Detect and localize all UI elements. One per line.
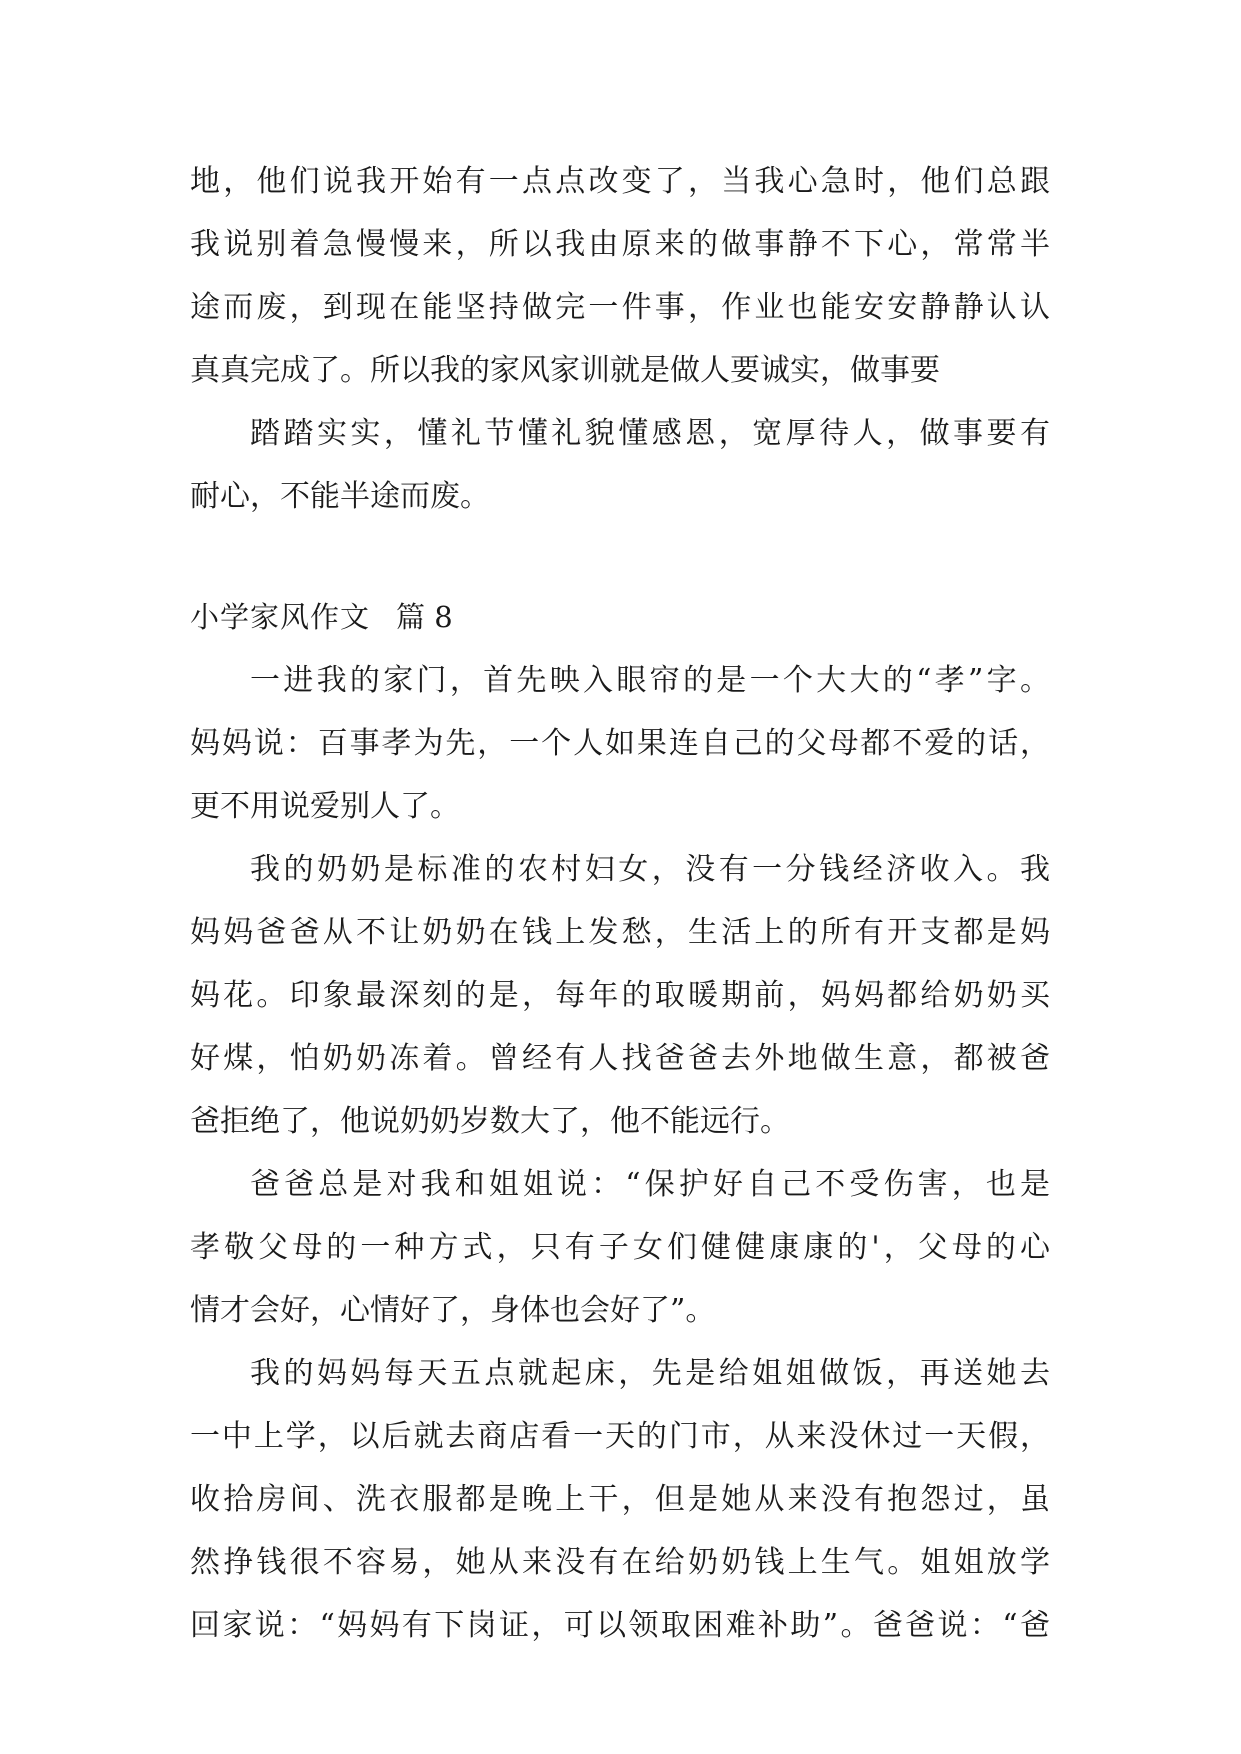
paragraph-continuation: [190, 150, 1050, 402]
text-line: 回家说：“妈妈有下岗证，可以领取困难补助”。爸爸说：“爸: [190, 1608, 1050, 1643]
text-line: 妈妈说：百事孝为先，一个人如果连自己的父母都不爱的话，: [190, 726, 1050, 761]
section-spacer: [190, 528, 1050, 586]
text-line: 更不用说爱别人了。: [190, 789, 460, 824]
text-line: 一进我的家门，首先映入眼帘的是一个大大的“孝”字。: [250, 663, 1050, 698]
text-line: 孝敬父母的一种方式，只有子女们健健康康的'，父母的心: [190, 1230, 1050, 1265]
text-line: 一中上学，以后就去商店看一天的门市，从来没休过一天假，: [190, 1419, 1050, 1454]
text-line: 我说别着急慢慢来，所以我由原来的做事静不下心，常常半: [190, 227, 1050, 262]
text-line: 我的妈妈每天五点就起床，先是给姐姐做饭，再送她去: [250, 1356, 1050, 1391]
text-line: 好煤，怕奶奶冻着。曾经有人找爸爸去外地做生意，都被爸: [190, 1041, 1050, 1076]
text-line: 我的奶奶是标准的农村妇女，没有一分钱经济收入。我: [250, 852, 1050, 887]
section-number: 篇 8: [396, 600, 453, 634]
paragraph: [190, 649, 1050, 838]
text-line: 然挣钱很不容易，她从来没有在给奶奶钱上生气。姐姐放学: [190, 1545, 1050, 1580]
text-line: 耐心，不能半途而废。: [190, 479, 490, 514]
paragraph: [190, 402, 1050, 528]
text-line: 收拾房间、洗衣服都是晚上干，但是她从来没有抱怨过，虽: [190, 1482, 1050, 1517]
text-line: 妈妈爸爸从不让奶奶在钱上发愁，生活上的所有开支都是妈: [190, 915, 1050, 950]
paragraph: [190, 1342, 1050, 1657]
text-line: 地，他们说我开始有一点点改变了，当我心急时，他们总跟: [190, 164, 1050, 199]
text-line: 爸爸总是对我和姐姐说：“保护好自己不受伤害，也是: [250, 1167, 1050, 1202]
section-heading: [190, 586, 1050, 649]
paragraph: [190, 1153, 1050, 1342]
text-line: 途而废，到现在能坚持做完一件事，作业也能安安静静认认: [190, 290, 1050, 325]
text-line: 情才会好，心情好了，身体也会好了”。: [190, 1293, 716, 1328]
text-line: 真真完成了。所以我的家风家训就是做人要诚实，做事要: [190, 353, 940, 388]
section-title: 小学家风作文: [190, 600, 371, 634]
document-page: [190, 150, 1050, 1657]
text-line: 踏踏实实，懂礼节懂礼貌懂感恩，宽厚待人，做事要有: [250, 416, 1050, 451]
text-line: 妈花。印象最深刻的是，每年的取暖期前，妈妈都给奶奶买: [190, 978, 1050, 1013]
text-line: 爸拒绝了，他说奶奶岁数大了，他不能远行。: [190, 1104, 790, 1139]
paragraph: [190, 838, 1050, 1153]
